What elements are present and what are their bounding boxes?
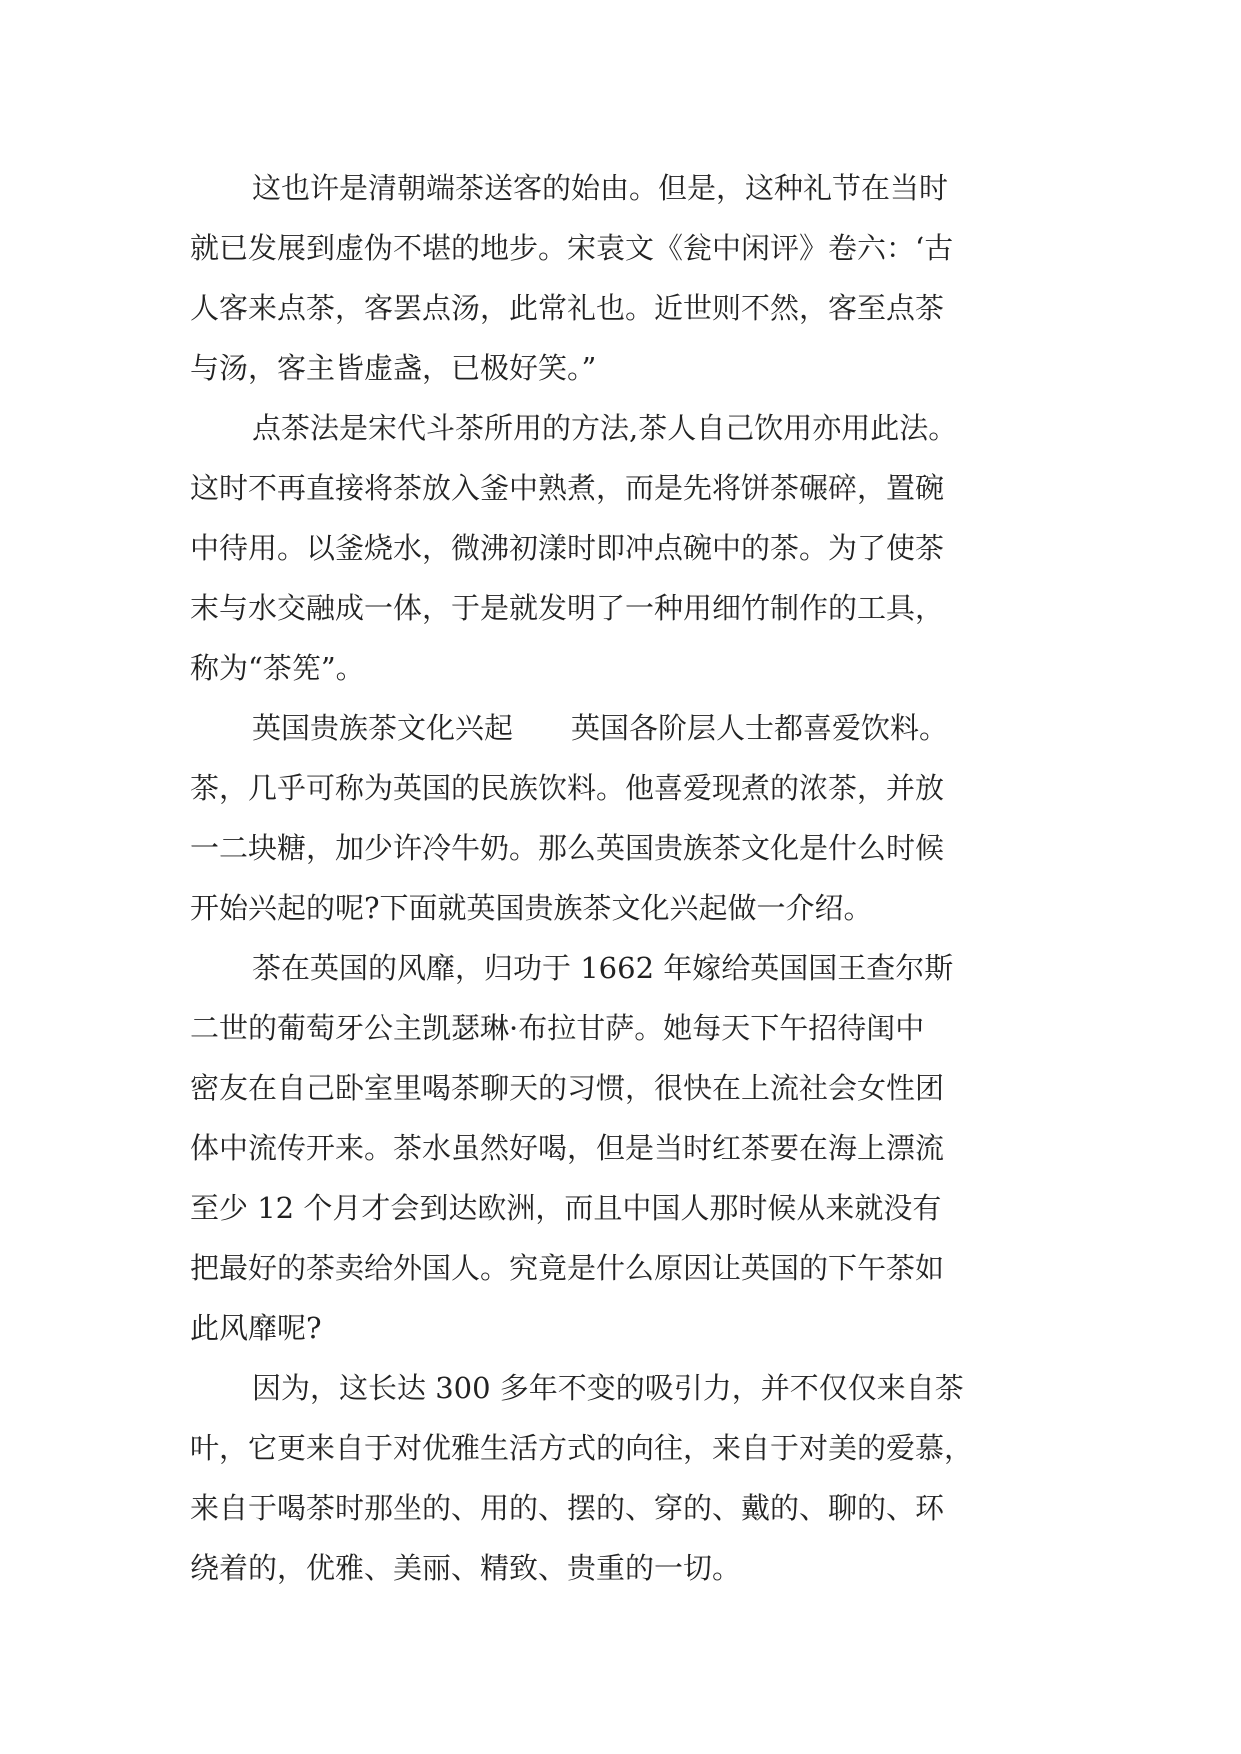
text-line: 叶，它更来自于对优雅生活方式的向往，来自于对美的爱慕，	[190, 1431, 974, 1465]
paragraph	[190, 698, 1070, 938]
text-line: 中待用。以釜烧水，微沸初漾时即冲点碗中的茶。为了使茶	[190, 531, 945, 565]
text-line: 把最好的茶卖给外国人。究竟是什么原因让英国的下午茶如	[190, 1251, 945, 1285]
text-line: 一二块糖，加少许冷牛奶。那么英国贵族茶文化是什么时候	[190, 831, 945, 865]
text-line: 茶在英国的风靡，归功于 1662 年嫁给英国国王查尔斯	[252, 951, 954, 985]
text-line: 此风靡呢?	[190, 1311, 322, 1345]
text-line: 就已发展到虚伪不堪的地步。宋袁文《瓮中闲评》卷六：‘古	[190, 231, 954, 265]
paragraph	[190, 398, 1070, 698]
text-line: 与汤，客主皆虚盏，已极好笑。”	[190, 351, 597, 385]
text-line: 来自于喝茶时那坐的、用的、摆的、穿的、戴的、聊的、环	[190, 1491, 945, 1525]
text-line: 因为，这长达 300 多年不变的吸引力，并不仅仅来自茶	[252, 1371, 964, 1405]
text-line: 绕着的，优雅、美丽、精致、贵重的一切。	[190, 1551, 742, 1585]
text-line: 二世的葡萄牙公主凯瑟琳·布拉甘萨。她每天下午招待闺中	[190, 1011, 925, 1045]
text-line: 开始兴起的呢?下面就英国贵族茶文化兴起做一介绍。	[190, 891, 873, 925]
text-line: 这也许是清朝端茶送客的始由。但是，这种礼节在当时	[252, 171, 949, 205]
paragraph	[190, 938, 1070, 1358]
text-line: 称为“茶筅”。	[190, 651, 365, 685]
text-line: 茶，几乎可称为英国的民族饮料。他喜爱现煮的浓茶，并放	[190, 771, 945, 805]
text-line: 至少 12 个月才会到达欧洲，而且中国人那时候从来就没有	[190, 1191, 942, 1225]
text-line: 英国贵族茶文化兴起 英国各阶层人士都喜爱饮料。	[252, 711, 949, 745]
body-text	[190, 158, 1070, 1598]
text-line: 体中流传开来。茶水虽然好喝，但是当时红茶要在海上漂流	[190, 1131, 945, 1165]
text-line: 这时不再直接将茶放入釜中熟煮，而是先将饼茶碾碎，置碗	[190, 471, 945, 505]
paragraph	[190, 158, 1070, 398]
paragraph	[190, 1358, 1070, 1598]
text-line: 人客来点茶，客罢点汤，此常礼也。近世则不然，客至点茶	[190, 291, 945, 325]
text-line: 密友在自己卧室里喝茶聊天的习惯，很快在上流社会女性团	[190, 1071, 945, 1105]
text-line: 点茶法是宋代斗茶所用的方法,茶人自己饮用亦用此法。	[252, 411, 958, 445]
text-line: 末与水交融成一体，于是就发明了一种用细竹制作的工具，	[190, 591, 945, 625]
